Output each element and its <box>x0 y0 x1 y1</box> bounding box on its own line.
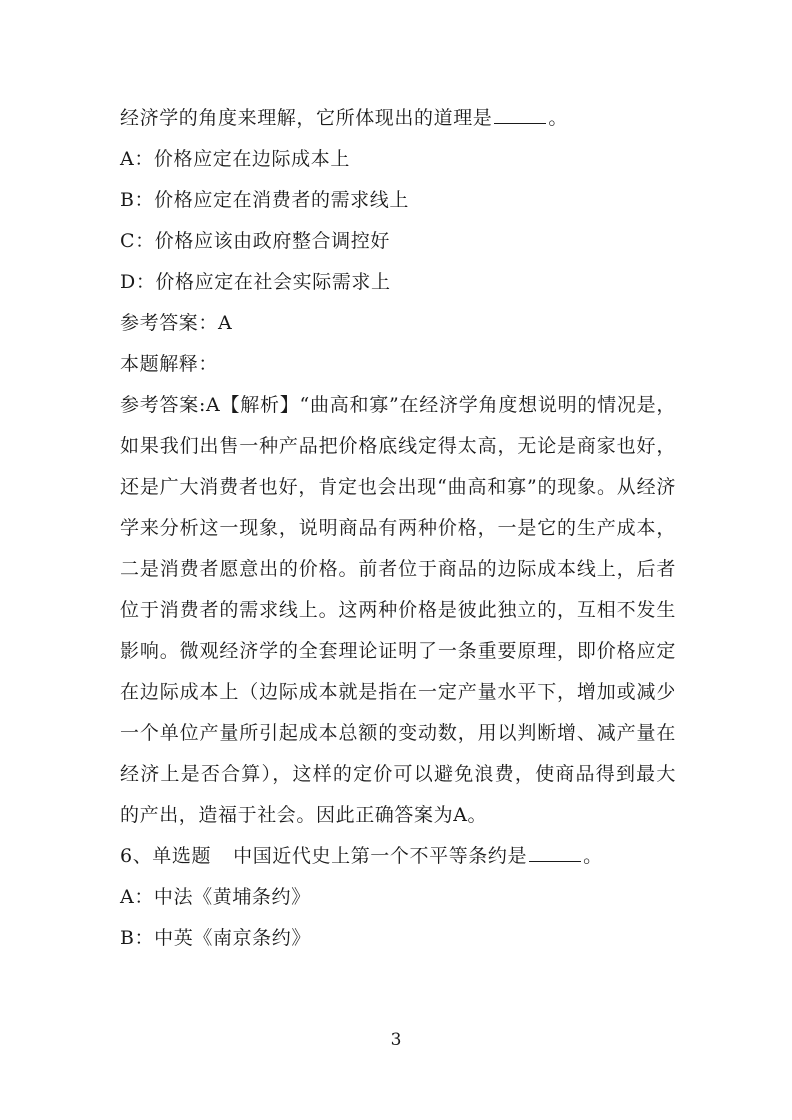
question-stem-continuation <box>120 98 676 139</box>
option-c: C：价格应该由政府整合调控好 <box>120 230 390 252</box>
option-a: A：价格应定在边际成本上 <box>120 148 350 170</box>
answer-blank <box>494 99 546 124</box>
question-6-number-type: 6、单选题 <box>120 845 212 867</box>
option-d: D：价格应定在社会实际需求上 <box>120 271 391 293</box>
reference-answer: 参考答案：A <box>120 312 233 334</box>
page-content <box>120 98 676 959</box>
question-stem-period: 。 <box>548 107 569 129</box>
question-6-period: 。 <box>583 845 603 867</box>
explanation-paragraph: 参考答案:A【解析】“曲高和寡”在经济学角度想说明的情况是，如果我们出售一种产品把价格底线定得太高，无论是商家也好，还是广大消费者也好，肯定也会出现“曲高和寡”的现象。从经济学来分析这一现象，说明商品有两种价格，一是它的生产成本，二是消费者愿意出的价格。前者位于商品的边际成本线上，后者位于消费者的需求线上。这两种价格是彼此独立的，互相不发生影响。微观经济学的全套理论证明了一条重要原理，即价格应定在边际成本上（边际成本就是指在一定产量水平下，增加或减少一个单位产量所引起成本总额的变动数，用以判断增、减产量在经济上是否合算），这样的定价可以避免浪费，使商品得到最大的产出，造福于社会。因此正确答案为A。 <box>120 394 676 826</box>
question-6-text: 中国近代史上第一个不平等条约是 <box>233 845 528 867</box>
page-number: 3 <box>390 1030 402 1050</box>
question-6-stem <box>120 836 676 877</box>
answer-blank <box>529 837 581 862</box>
explanation-label: 本题解释： <box>120 353 219 375</box>
question-6-option-b: B：中英《南京条约》 <box>120 927 311 949</box>
question-6-option-a: A：中法《黄埔条约》 <box>120 886 311 908</box>
option-b: B：价格应定在消费者的需求线上 <box>120 189 409 211</box>
question-stem-text: 经济学的角度来理解，它所体现出的道理是 <box>120 107 493 129</box>
